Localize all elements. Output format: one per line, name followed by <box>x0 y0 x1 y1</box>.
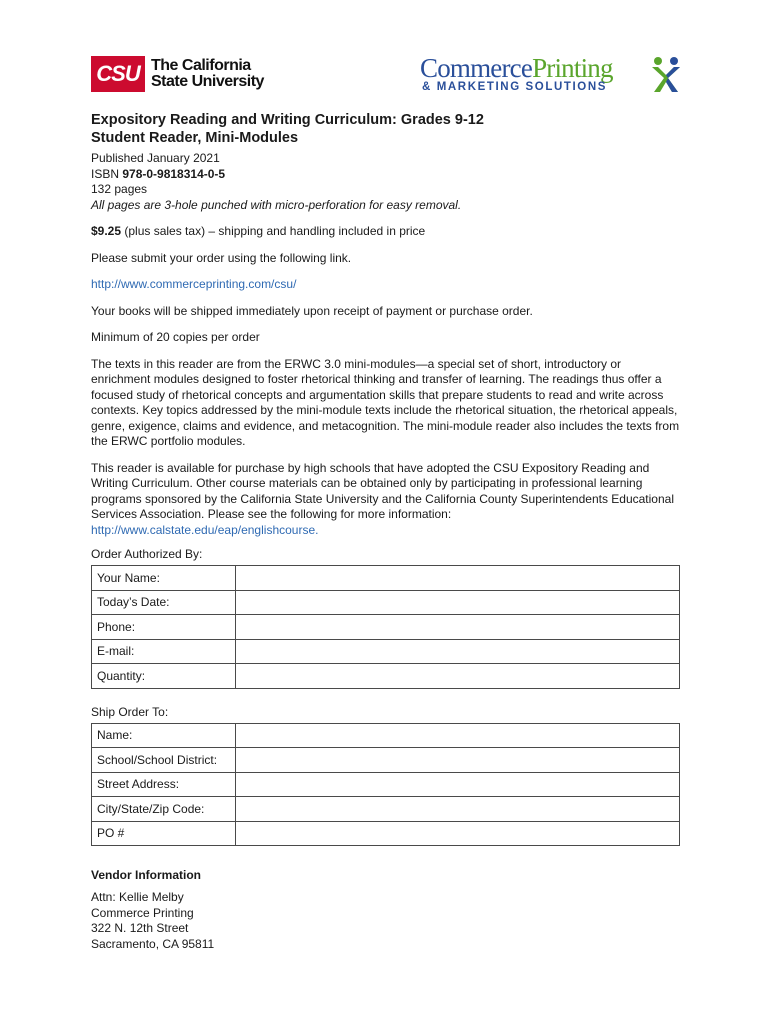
document-body <box>91 111 681 952</box>
table-row <box>92 821 680 846</box>
order-link[interactable]: http://www.commerceprinting.com/csu/ <box>91 277 297 291</box>
po-number-field[interactable] <box>236 821 680 846</box>
vendor-heading: Vendor Information <box>91 868 202 882</box>
street-address-field[interactable] <box>236 772 680 797</box>
printing-word: Printing <box>532 53 613 83</box>
info-link[interactable]: http://www.calstate.edu/eap/englishcourse. <box>91 522 319 537</box>
quantity-label: Quantity: <box>92 664 236 689</box>
street-address-label: Street Address: <box>92 772 236 797</box>
submit-instructions: Please submit your order using the following link. <box>91 250 352 265</box>
csu-logo-name <box>151 58 264 90</box>
page-count: 132 pages <box>91 182 148 196</box>
csu-logo-name-line1: The California <box>151 57 251 74</box>
table-row <box>92 797 680 822</box>
your-name-label: Your Name: <box>92 566 236 591</box>
ship-name-field[interactable] <box>236 723 680 748</box>
phone-field[interactable] <box>236 615 680 640</box>
city-state-zip-label: City/State/Zip Code: <box>92 797 236 822</box>
order-link-line <box>91 277 681 293</box>
published-date: Published January 2021 <box>91 151 220 165</box>
email-field[interactable] <box>236 639 680 664</box>
vendor-attn: Attn: Kellie Melby <box>91 890 184 904</box>
isbn-value: 978-0-9818314-0-5 <box>122 166 226 181</box>
quantity-field[interactable] <box>236 664 680 689</box>
table-row <box>92 723 680 748</box>
commerce-printing-tagline: & MARKETING SOLUTIONS <box>422 81 608 93</box>
shipping-note: Your books will be shipped immediately upon receipt of payment or purchase order. <box>91 303 533 318</box>
reader-description: The texts in this reader are from the ERWC 3.0 mini-modules—a special set of short, introductory or enrichment modules designed to foster rhetorical thinking and transfer of learning. The readings thus offer a focused study of rhetorical concepts and argumentation skills that prepare students to read and write across contexts. Key topics addressed by the mini-module texts include the rhetorical situation, the rhetorical appeals, genre, exigence, claims and evidence, and metacognition. The mini-module reader also includes the texts from the ERWC portfolio modules. <box>91 356 680 448</box>
table-row <box>92 639 680 664</box>
order-authorized-table <box>91 565 680 689</box>
todays-date-label: Today’s Date: <box>92 590 236 615</box>
table-row <box>92 748 680 773</box>
availability-note <box>91 461 681 539</box>
ship-name-label: Name: <box>92 723 236 748</box>
csu-logo-name-line2: State University <box>151 73 264 90</box>
document-title-line2: Student Reader, Mini-Modules <box>91 130 299 146</box>
todays-date-field[interactable] <box>236 590 680 615</box>
minimum-order-note: Minimum of 20 copies per order <box>91 330 260 344</box>
punch-note: All pages are 3-hole punched with micro-perforation for easy removal. <box>91 197 462 212</box>
school-district-field[interactable] <box>236 748 680 773</box>
table-row <box>92 772 680 797</box>
ship-order-table <box>91 723 680 847</box>
commerce-printing-wordmark <box>420 54 613 82</box>
vendor-company: Commerce Printing <box>91 905 194 920</box>
isbn <box>91 167 681 183</box>
vendor-city: Sacramento, CA 95811 <box>91 936 215 951</box>
isbn-label: ISBN <box>91 166 123 181</box>
table-row <box>92 590 680 615</box>
table-row <box>92 566 680 591</box>
price-line <box>91 224 681 240</box>
availability-text: This reader is available for purchase by high schools that have adopted the CSU Expository Reading and Writing Curriculum. Other course materials can be obtained only by participating in professional learning programs sponsored by the California State University and the California County Superintendents Educational Services Association. Please see the following for more information: <box>91 460 674 521</box>
school-district-label: School/School District: <box>92 748 236 773</box>
document-title-line1: Expository Reading and Writing Curriculum: Grades 9-12 <box>91 112 484 128</box>
price-value: $9.25 <box>91 224 122 238</box>
city-state-zip-field[interactable] <box>236 797 680 822</box>
table-row <box>92 664 680 689</box>
csu-logo-mark: CSU <box>91 56 145 92</box>
email-label: E-mail: <box>92 639 236 664</box>
commerce-word: Commerce <box>420 53 533 83</box>
commerce-printing-figure-icon <box>650 56 682 94</box>
your-name-field[interactable] <box>236 566 680 591</box>
price-details: (plus sales tax) – shipping and handling included in price <box>121 224 426 238</box>
phone-label: Phone: <box>92 615 236 640</box>
csu-logo <box>91 56 264 92</box>
commerce-printing-logo <box>420 54 682 96</box>
table-row <box>92 615 680 640</box>
order-authorized-heading: Order Authorized By: <box>91 547 203 561</box>
po-number-label: PO # <box>92 821 236 846</box>
vendor-street: 322 N. 12th Street <box>91 921 189 935</box>
ship-order-heading: Ship Order To: <box>91 704 169 719</box>
